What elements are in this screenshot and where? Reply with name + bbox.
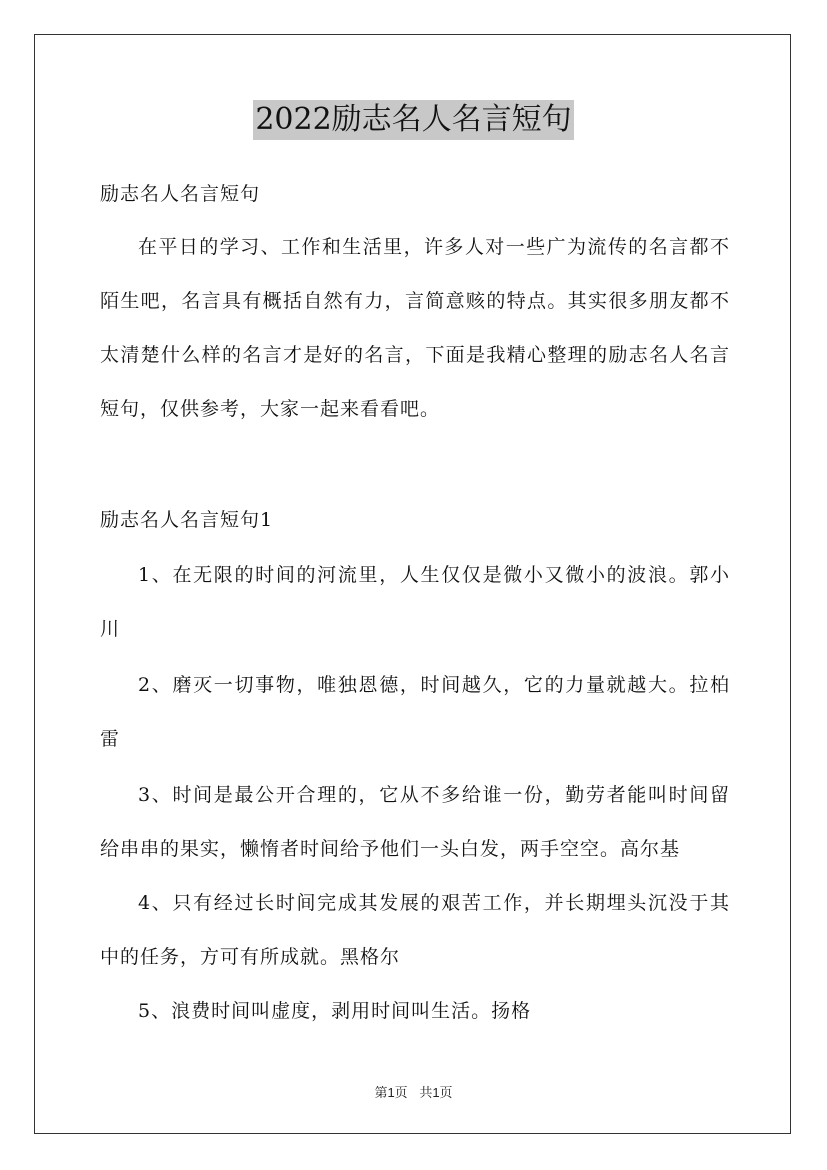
intro-paragraph: 在平日的学习、工作和生活里，许多人对一些广为流传的名言都不陌生吧，名言具有概括自然有力，言简意赅的特点。其实很多朋友都不太清楚什么样的名言才是好的名言，下面是我精心整理的励志名人名言短句，仅供参考，大家一起来看看吧。: [100, 236, 730, 420]
quote-item-2: 2、磨灭一切事物，唯独恩德，时间越久，它的力量就越大。拉柏雷: [100, 674, 730, 750]
page-number-current: 第1页: [374, 1085, 408, 1100]
title-container: [0, 100, 827, 140]
section-heading-intro: 励志名人名言短句: [100, 183, 261, 205]
page-footer: [0, 1082, 827, 1101]
quote-list: [100, 548, 730, 1038]
document-title: 2022励志名人名言短句: [253, 100, 573, 140]
quote-item-4: 4、只有经过长时间完成其发展的艰苦工作，并长期埋头沉没于其中的任务，方可有所成就。黑格尔: [100, 892, 730, 968]
page-number-total: 共1页: [419, 1085, 453, 1100]
section-heading-quotes: 励志名人名言短句1: [100, 509, 274, 531]
quote-item-1: 1、在无限的时间的河流里，人生仅仅是微小又微小的波浪。郭小川: [100, 564, 730, 640]
document-body: [100, 170, 730, 1038]
quote-item-5: 5、浪费时间叫虚度，剥用时间叫生活。扬格: [138, 1000, 532, 1022]
quote-item-3: 3、时间是最公开合理的，它从不多给谁一份，勤劳者能叫时间留给串串的果实，懒惰者时间给予他们一头白发，两手空空。高尔基: [100, 784, 730, 860]
